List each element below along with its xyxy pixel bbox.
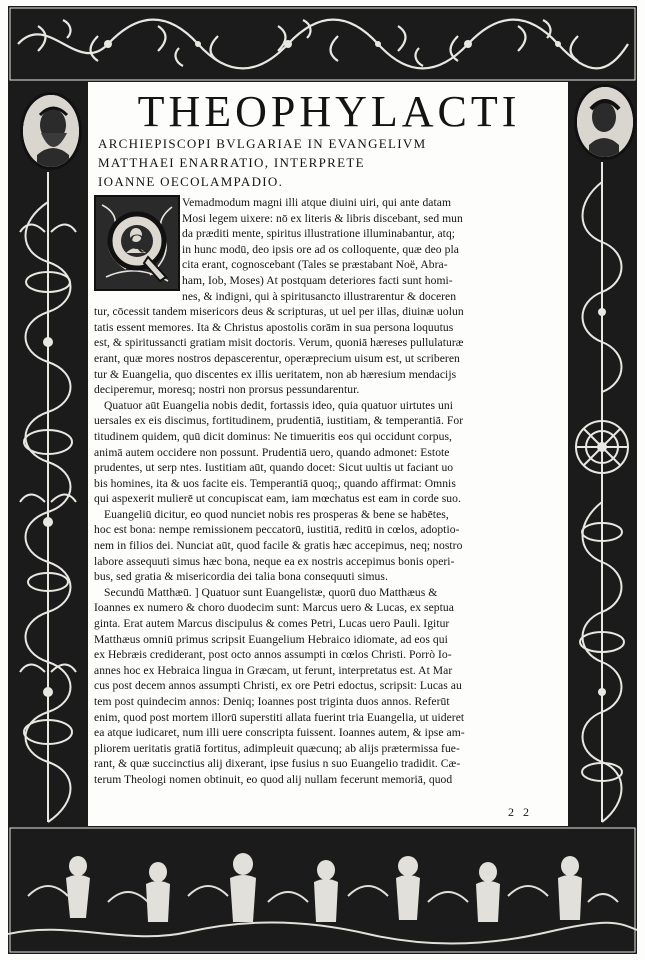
laureate-head-medallion <box>574 84 636 160</box>
top-foliate-border <box>8 6 637 82</box>
text-line: titudinem quidem, quū dicit dominus: Ne timueritis eos qui occidunt corpus, <box>94 429 452 443</box>
title-line-2: MATTHAEI ENARRATIO, INTERPRETE <box>98 155 365 170</box>
text-line: ginta. Erat autem Marcus discipulus & comes Petri, Lucas uero Pauli. Igitur <box>94 617 450 631</box>
historiated-initial-q <box>94 195 180 291</box>
text-line: in hunc modū, deo ipsis ore ad os colloquente, quӕ deo pla <box>182 242 459 256</box>
page-number: 2 2 <box>508 805 532 819</box>
text-line: nem in filios dei. Nunciat aūt, quod facile & gratis hӕc accepimus, neq; nostro <box>94 539 463 553</box>
bottom-putti-frieze <box>8 826 637 954</box>
text-line: pliorem ueritatis gratiā fortitus, adimpleuit quӕcunq; ab alijs prӕtermissa fue- <box>94 741 460 755</box>
putti-frieze-icon <box>8 826 637 954</box>
page-title: THEOPHYLACTI <box>137 87 521 136</box>
foliate-scroll-icon <box>8 6 637 82</box>
text-line: rant, & quӕ succinctius alij dixerant, ipse fusius n suo Euangelio tradidit. Cӕ- <box>94 757 461 771</box>
candelabrum-column-icon <box>8 82 88 826</box>
text-line: tur & Euangelia, quo discentes ex illis ueritatem, non ab hӕresium mendacijs <box>94 367 457 381</box>
text-line: cus post decem annos assumpti Christi, ex ore Petri edoctus, scripsit: Lucas au <box>94 679 462 693</box>
text-line: hoc est bona: nempe remissionem peccatorū, iustitiā, reditū in cœlos, adoptio- <box>94 523 460 537</box>
text-line: labore assequuti simus hӕc bona, neque ea ex nostris accepimus bonis operi- <box>94 554 455 568</box>
bearded-head-icon <box>23 95 79 167</box>
text-line: cita erant, cognoscebant (Tales se prӕstabant Noë, Abra- <box>182 258 448 272</box>
text-line: prudentes, ut serp ntes. Iustitiam aūt, quando docet: Sicut uultis ut faciant uo <box>94 461 454 475</box>
text-line: deciperemur, moresq; nostri non prorsus pessundarentur. <box>94 383 360 397</box>
text-line: Ioannes ex numero & choro duodecim sunt: Marcus uero & Lucas, ex septua <box>94 601 454 615</box>
left-candelabrum-border <box>8 82 88 826</box>
text-line: ea atque iudicaret, num illi uere conscripta fuissent. Ioannes autem, & ipse am- <box>94 726 465 740</box>
text-line: tatis essent memores. Ita & Christus apostolis corām in sua persona loquutus <box>94 320 454 334</box>
text-line: bis homines, ita & uos facite eis. Temperantiā quoq;, quando affirmat: Omnis <box>94 476 456 490</box>
candelabrum-column-icon <box>568 82 637 826</box>
text-line: Mosi legem uixere: nō ex literis & libris discebant, sed mun <box>182 211 463 225</box>
text-line: Vemadmodum magni illi atque diuini uiri, qui ante datam <box>182 196 452 209</box>
bearded-head-medallion <box>20 92 82 170</box>
text-line: ham, Iob, Moses) At postquam deteriores facti sunt homi- <box>182 273 453 287</box>
text-line: tem post quindecim annos: Deniq; Ioannes post triginta duos annos. Referūt <box>94 695 450 708</box>
historiated-initial-q-icon <box>96 197 178 289</box>
text-line: Quatuor aūt Euangelia nobis dedit, fortassis ideo, quia quatuor uirtutes uni <box>104 398 453 412</box>
text-line: Matthӕus omniū primus scripsit Euangelium Hebraico idiomate, ad eos qui <box>94 632 448 646</box>
text-line: Secundū Matthӕū. ] Quatuor sunt Euangelistӕ, quorū duo Matthӕus & <box>104 585 438 599</box>
text-line: enim, quod post mortem illorū superstiti allata fuerint tria Euangelia, ut uideret <box>94 710 465 724</box>
text-line: bus, sed gratia & misericordia dei talia bona consequuti simus. <box>94 570 388 584</box>
text-line: erant, quӕ mores nostros depascerentur, operӕprecium uisum est, ut scriberen <box>94 351 460 365</box>
text-line: qui aspexerit mulierē ut concupiscat eam, iam mœchatus est eam in corde suo. <box>94 492 461 506</box>
text-line: animā autem occidere non possunt. Prudentiā uero, quando admonet: Estote <box>94 445 450 459</box>
text-line: tur, cōcessit tandem misericors deus & scripturas, ut uel per illas, diuinӕ uolun <box>94 305 464 319</box>
text-line: uersales ex eis discimus, fortitudinem, prudentiā, iustitiam, & temperantiā. For <box>94 414 464 428</box>
title-line-1: ARCHIEPISCOPI BVLGARIAE IN EVANGELIVM <box>98 136 427 151</box>
text-line: nes, & indigni, qui à spiritusancto illustrarentur & doceren <box>182 289 457 303</box>
text-line: Euangeliū dicitur, eo quod nunciet nobis res prosperas & bene se habētes, <box>104 507 449 521</box>
drop-cap-letter: Q <box>129 229 145 254</box>
laureate-head-icon <box>577 87 633 157</box>
text-line: terum Theologi nomen obtinuit, eo quod alij nullam fecerunt memoriā, quod <box>94 772 453 786</box>
right-candelabrum-border <box>568 82 637 826</box>
text-block <box>88 82 568 826</box>
title-line-3: IOANNE OECOLAMPADIO. <box>98 174 284 189</box>
text-line: ex Hebrӕis crediderant, post octo annos assumpti in cœlos Christi. Porrò Io- <box>94 648 452 662</box>
text-line: est, & spiritussancti gratiam misit doctoris. Verum, quoniā hӕreses pullulaturӕ <box>94 336 464 350</box>
text-line: da prӕditi mente, spiritus illustratione illuminabantur, atq; <box>182 227 456 241</box>
text-line: annes hoc ex Hebraica lingua in Grӕcam, ut ferunt, interpretatus est. At Mar <box>94 663 453 677</box>
